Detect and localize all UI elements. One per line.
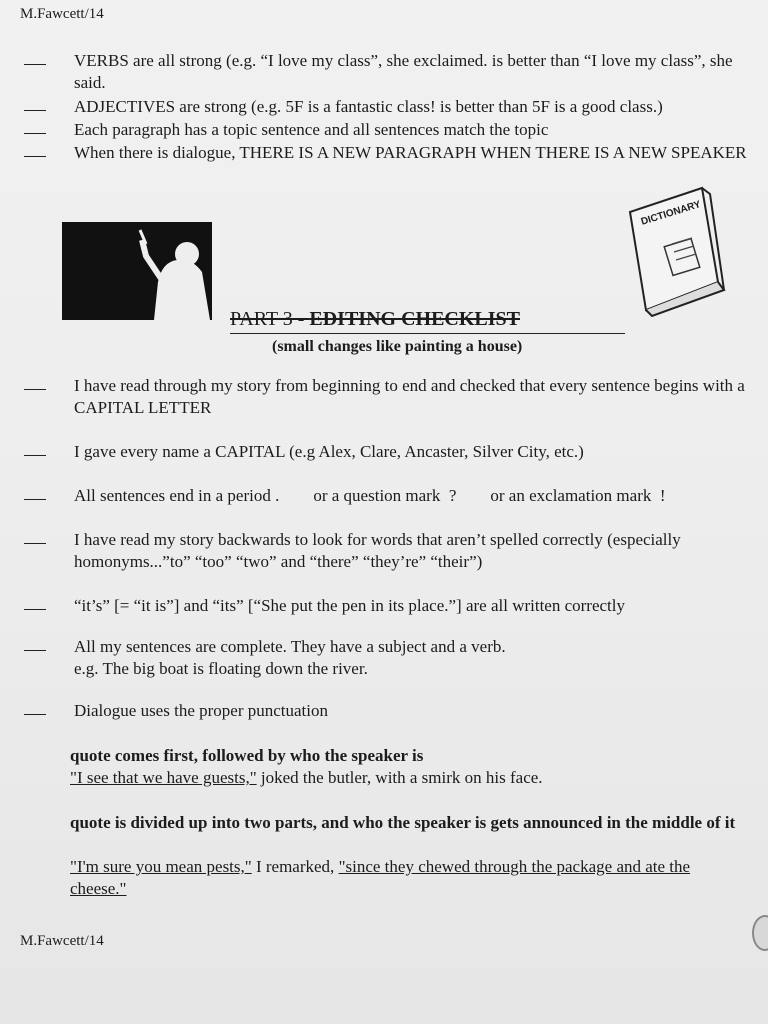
checklist-text: I have read my story backwards to look for words that aren’t spelled correctly (especially homonyms...”to” “too” “two” and “there” “they’re” “their”) xyxy=(74,530,681,571)
title-prefix: PART 3 - xyxy=(230,308,310,330)
checklist-text: “it’s” [= “it is”] and “its” [“She put the pen in its place.”] are all written correctly xyxy=(74,596,626,615)
checklist-item xyxy=(24,529,762,573)
checklist-item xyxy=(24,700,762,722)
section-title xyxy=(230,308,625,334)
example-heading-2: quote is divided up into two parts, and who the speaker is gets announced in the middle of it xyxy=(70,813,736,832)
example-2-quote-2: "since they chewed through the package and ate the cheese." xyxy=(70,857,691,898)
checkbox-blank xyxy=(24,375,46,390)
example-2-quote-1: "I'm sure you mean pests," xyxy=(70,857,252,876)
header-author: M.Fawcett/14 xyxy=(20,6,104,22)
checkbox-blank xyxy=(24,441,46,456)
example-1-rest: joked the butler, with a smirk on his face. xyxy=(256,768,543,787)
checklist-text: I gave every name a CAPITAL (e.g Alex, Clare, Ancaster, Silver City, etc.) xyxy=(74,442,584,461)
punch-hole xyxy=(752,915,768,951)
example-heading-1: quote comes first, followed by who the speaker is xyxy=(70,746,424,765)
checkbox-blank xyxy=(24,700,46,715)
checkbox-blank xyxy=(24,595,46,610)
checkbox-blank xyxy=(24,485,46,500)
checklist-text: Dialogue uses the proper punctuation xyxy=(74,701,328,720)
section-subtitle: (small changes like painting a house) xyxy=(272,338,523,355)
check-dialogue xyxy=(24,142,762,164)
checkbox-blank xyxy=(24,529,46,544)
check-text: Each paragraph has a topic sentence and all sentences match the topic xyxy=(74,120,549,139)
example-2 xyxy=(70,856,748,900)
example-1-quote: "I see that we have guests," xyxy=(70,768,257,787)
checkbox-blank xyxy=(24,142,46,157)
check-text: VERBS are all strong (e.g. “I love my class”, she exclaimed. is better than “I love my class”, she said. xyxy=(74,51,733,92)
example-2-mid: I remarked, xyxy=(251,857,339,876)
checklist-item xyxy=(24,441,762,463)
checklist-item xyxy=(24,636,762,680)
dictionary-label: DICTIONARY xyxy=(639,199,703,228)
checklist-item xyxy=(24,485,762,507)
check-verbs xyxy=(24,50,762,94)
example-1 xyxy=(70,767,748,789)
dictionary-illustration xyxy=(622,182,742,322)
check-adjectives xyxy=(24,96,762,118)
checklist-example: e.g. The big boat is floating down the river. xyxy=(74,659,368,678)
checklist-item xyxy=(24,375,762,419)
checklist-text: I have read through my story from beginning to end and checked that every sentence begins with a CAPITAL LETTER xyxy=(74,376,745,417)
checkbox-blank xyxy=(24,96,46,111)
checkbox-blank xyxy=(24,636,46,651)
checklist-text: All my sentences are complete. They have a subject and a verb. xyxy=(74,637,506,656)
check-text: When there is dialogue, THERE IS A NEW PARAGRAPH WHEN THERE IS A NEW SPEAKER xyxy=(74,143,747,162)
painter-illustration xyxy=(62,222,212,320)
checklist-item xyxy=(24,595,762,617)
check-paragraph xyxy=(24,119,762,141)
checkbox-blank xyxy=(24,50,46,65)
footer-author: M.Fawcett/14 xyxy=(20,933,104,949)
checkbox-blank xyxy=(24,119,46,134)
check-text: ADJECTIVES are strong (e.g. 5F is a fantastic class! is better than 5F is a good class.) xyxy=(74,97,663,116)
checklist-text: All sentences end in a period . or a question mark ? or an exclamation mark ! xyxy=(74,486,666,505)
title-main: EDITING CHECKLIST xyxy=(309,308,521,330)
